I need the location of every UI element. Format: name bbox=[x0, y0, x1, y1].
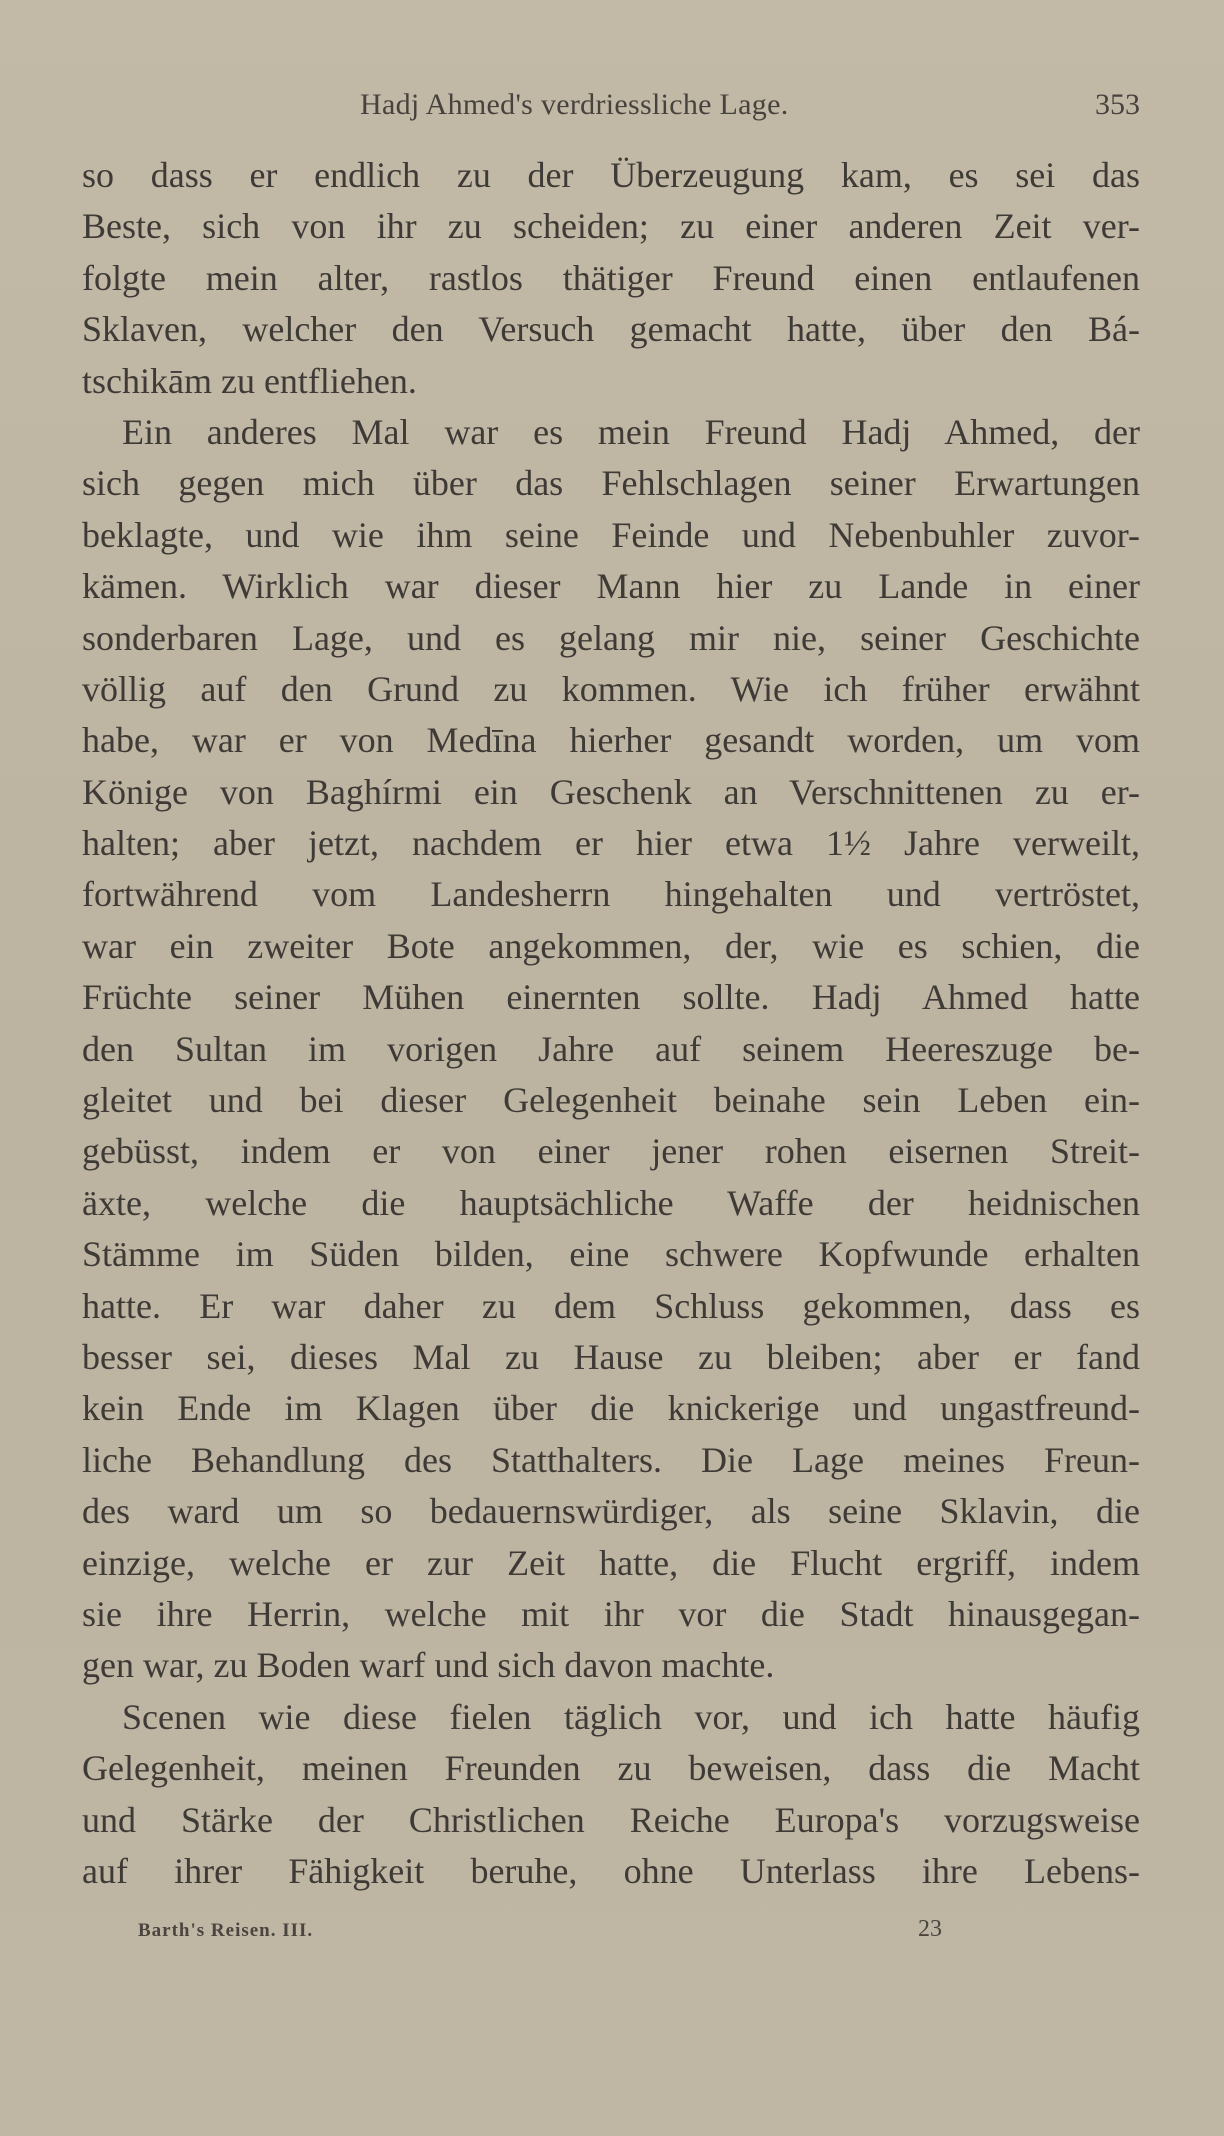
text-line: einzige, welche er zur Zeit hatte, die Flucht ergriff, indem bbox=[82, 1542, 1140, 1583]
text-line: gen war, zu Boden warf und sich davon machte. bbox=[82, 1645, 775, 1686]
text-line: den Sultan im vorigen Jahre auf seinem Heereszuge be- bbox=[82, 1028, 1140, 1069]
sheet-number: 23 bbox=[918, 1916, 942, 1942]
text-line: habe, war er von Medīna hierher gesandt worden, um vom bbox=[82, 720, 1140, 761]
text-line: völlig auf den Grund zu kommen. Wie ich früher erwähnt bbox=[82, 668, 1140, 709]
running-head bbox=[82, 88, 1140, 128]
text-line: sich gegen mich über das Fehlschlagen seiner Erwartungen bbox=[82, 463, 1140, 504]
text-line: halten; aber jetzt, nachdem er hier etwa 1½ Jahre verweilt, bbox=[82, 823, 1140, 864]
paragraph-start-line: Scenen wie diese fielen täglich vor, und ich hatte häufig bbox=[122, 1696, 1140, 1737]
page-number: 353 bbox=[1095, 88, 1140, 121]
text-line: liche Behandlung des Statthalters. Die Lage meines Freun- bbox=[82, 1439, 1140, 1480]
text-line: war ein zweiter Bote angekommen, der, wie es schien, die bbox=[82, 925, 1140, 966]
text-line: und Stärke der Christlichen Reiche Europa's vorzugsweise bbox=[82, 1799, 1140, 1840]
printer-signature: Barth's Reisen. III. bbox=[138, 1920, 314, 1941]
text-line: äxte, welche die hauptsächliche Waffe der heidnischen bbox=[82, 1182, 1140, 1223]
text-line: folgte mein alter, rastlos thätiger Freund einen entlaufenen bbox=[82, 257, 1140, 298]
text-line: so dass er endlich zu der Überzeugung kam, es sei das bbox=[82, 155, 1140, 195]
page-footer bbox=[138, 1916, 958, 1946]
text-line: Sklaven, welcher den Versuch gemacht hatte, über den Bá- bbox=[82, 309, 1140, 350]
text-line: Beste, sich von ihr zu scheiden; zu einer anderen Zeit ver- bbox=[82, 206, 1140, 247]
text-line: fortwährend vom Landesherrn hingehalten und vertröstet, bbox=[82, 874, 1140, 915]
text-line: beklagte, und wie ihm seine Feinde und Nebenbuhler zuvor- bbox=[82, 514, 1140, 555]
text-line: auf ihrer Fähigkeit beruhe, ohne Unterlass ihre Lebens- bbox=[82, 1850, 1140, 1891]
text-line: gleitet und bei dieser Gelegenheit beinahe sein Leben ein- bbox=[82, 1080, 1140, 1121]
text-line: sie ihre Herrin, welche mit ihr vor die Stadt hinausgegan- bbox=[82, 1593, 1140, 1634]
paragraph-start-line: Ein anderes Mal war es mein Freund Hadj Ahmed, der bbox=[122, 411, 1140, 452]
text-line: Früchte seiner Mühen einernten sollte. Hadj Ahmed hatte bbox=[82, 977, 1140, 1018]
running-head-title: Hadj Ahmed's verdriessliche Lage. bbox=[360, 88, 789, 121]
text-line: gebüsst, indem er von einer jener rohen eisernen Streit- bbox=[82, 1131, 1140, 1172]
text-line: kämen. Wirklich war dieser Mann hier zu Lande in einer bbox=[82, 566, 1140, 607]
text-line: tschikām zu entfliehen. bbox=[82, 360, 417, 401]
text-line: Gelegenheit, meinen Freunden zu beweisen, dass die Macht bbox=[82, 1748, 1140, 1789]
text-line: hatte. Er war daher zu dem Schluss gekommen, dass es bbox=[82, 1285, 1140, 1326]
body-text bbox=[82, 150, 1140, 1897]
text-line: kein Ende im Klagen über die knickerige und ungastfreund- bbox=[82, 1388, 1140, 1429]
text-line: besser sei, dieses Mal zu Hause zu bleiben; aber er fand bbox=[82, 1336, 1140, 1377]
text-line: Stämme im Süden bilden, eine schwere Kopfwunde erhalten bbox=[82, 1234, 1140, 1275]
text-line: Könige von Baghírmi ein Geschenk an Verschnittenen zu er- bbox=[82, 771, 1140, 812]
text-line: sonderbaren Lage, und es gelang mir nie, seiner Geschichte bbox=[82, 617, 1140, 658]
text-line: des ward um so bedauernswürdiger, als seine Sklavin, die bbox=[82, 1491, 1140, 1532]
